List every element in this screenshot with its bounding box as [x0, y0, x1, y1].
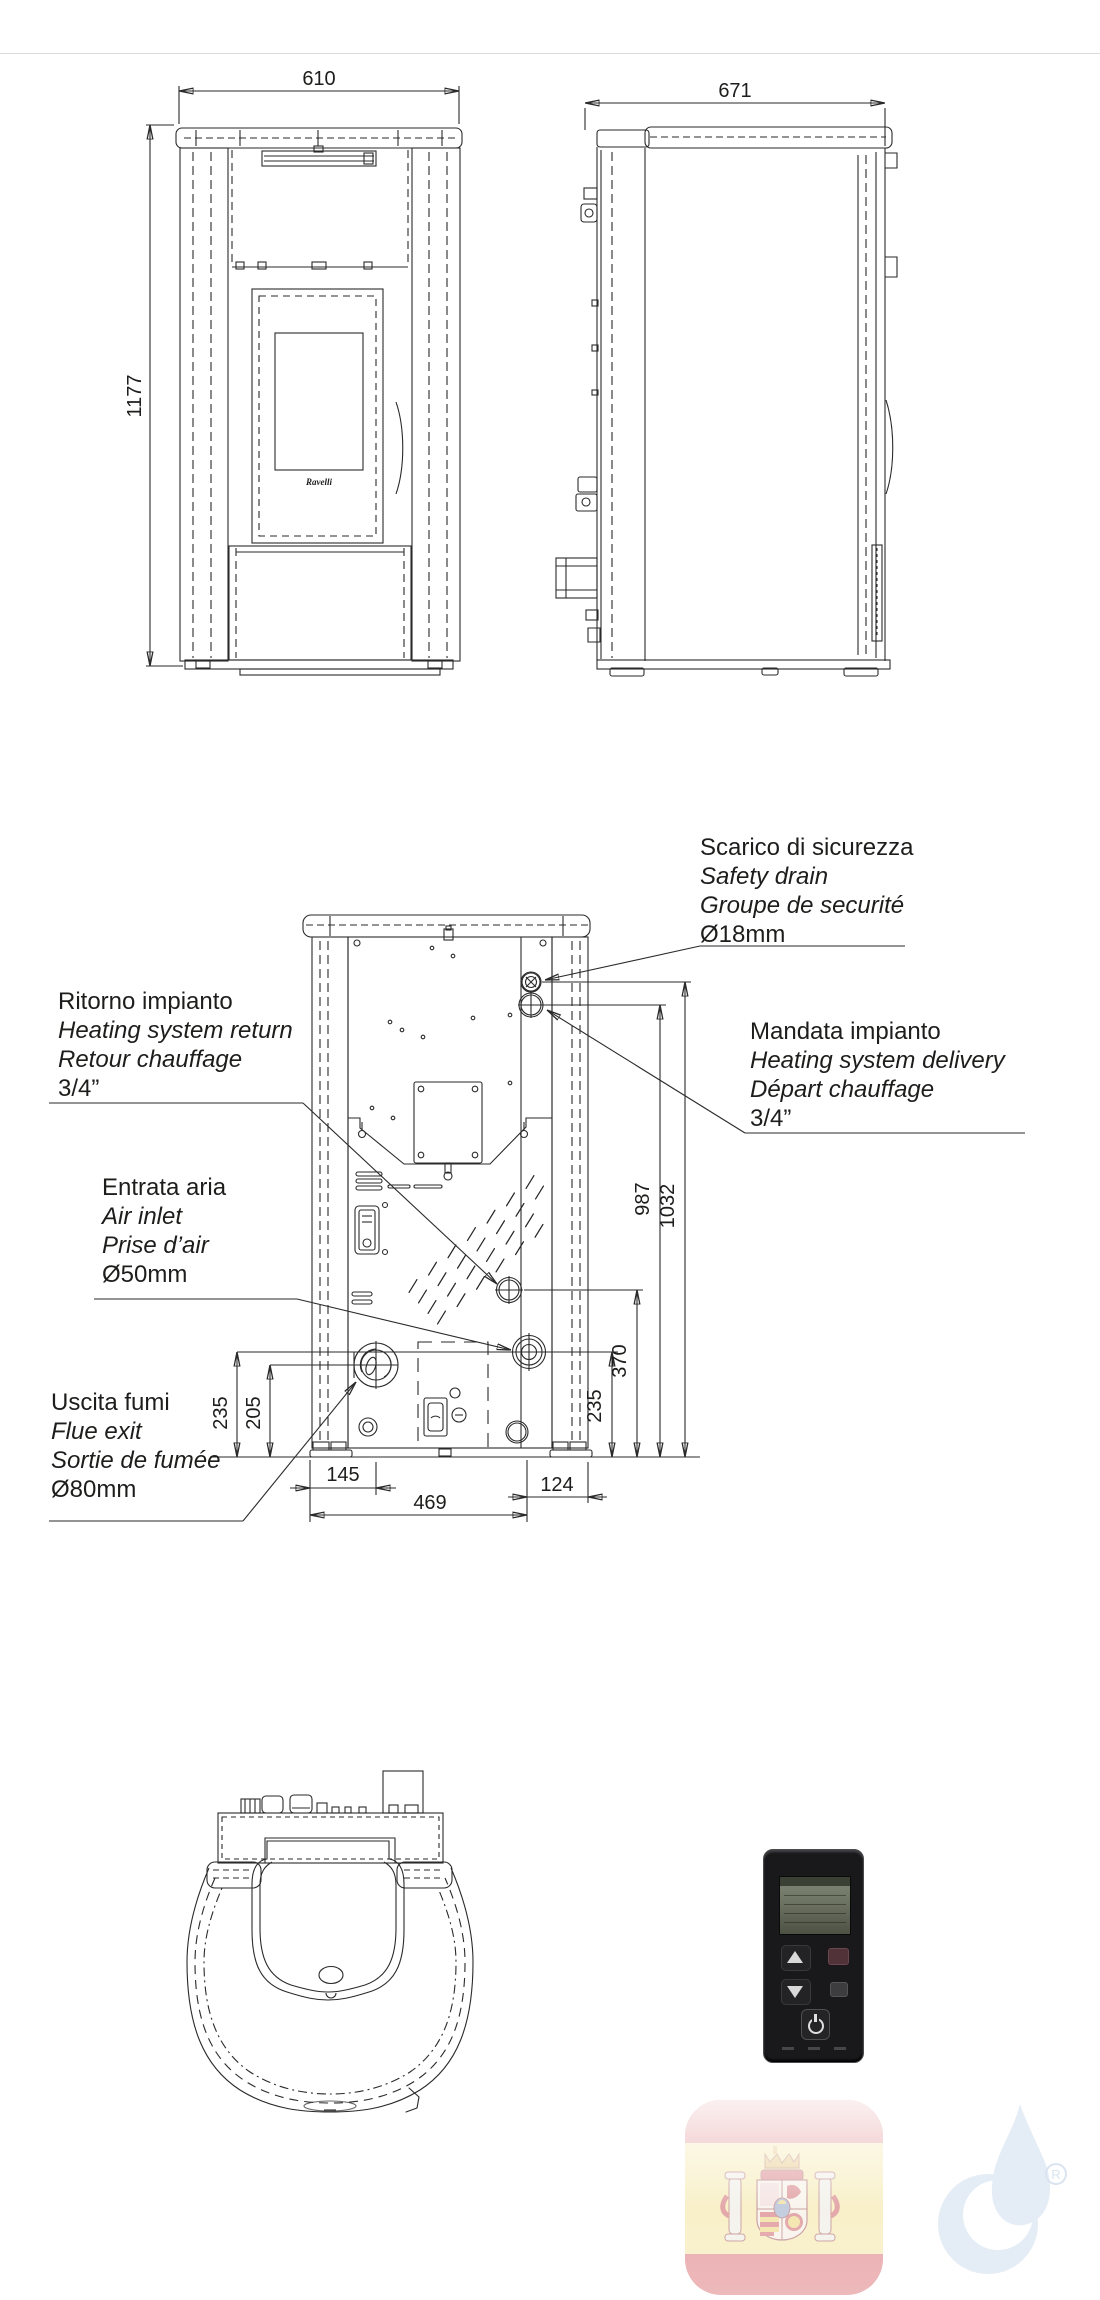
door-handle	[396, 402, 403, 494]
annotation-heating-return: Ritorno impianto Heating system return Retour chauffage 3/4”	[58, 988, 293, 1102]
registered-trademark-icon	[1046, 2164, 1066, 2184]
dim-124: 124	[540, 1474, 574, 1496]
heating-delivery-fitting	[518, 992, 544, 1018]
dim-235-right: 235	[584, 1389, 606, 1423]
safety-drain-fitting	[521, 972, 541, 992]
remote-lcd-screen	[779, 1876, 851, 1935]
access-panel	[414, 1082, 482, 1180]
top-view	[187, 1771, 473, 2112]
remote-control-photo	[763, 1849, 864, 2063]
annotation-air-inlet: Entrata aria Air inlet Prise d’air Ø50mm	[102, 1174, 227, 1288]
side-view	[556, 127, 897, 676]
dim-145: 145	[326, 1464, 360, 1486]
lid-handle	[319, 1967, 343, 1984]
spain-flag-icon	[685, 2100, 883, 2295]
dim-469: 469	[413, 1492, 447, 1514]
down-arrow-icon	[787, 1986, 803, 1998]
heating-return-fitting	[495, 1276, 523, 1304]
flue-pipe-side	[556, 558, 597, 598]
door-brand-label: Ravelli	[306, 477, 332, 487]
ventilation-slots	[409, 1176, 543, 1324]
svg-text:R: R	[1051, 2167, 1061, 2182]
door-handle-side	[886, 400, 893, 494]
dimension-front-height	[124, 125, 183, 666]
up-arrow-icon	[787, 1951, 803, 1963]
panel-rivets	[370, 946, 512, 1120]
top-fittings	[241, 1795, 418, 1813]
remote-power-button	[801, 2009, 830, 2040]
remote-function-button-2	[830, 1982, 848, 1997]
dim-671: 671	[718, 80, 752, 102]
dim-235-left: 235	[210, 1396, 232, 1430]
annotation-safety-drain: Scarico di sicurezza Safety drain Groupe de securité Ø18mm	[700, 834, 914, 948]
annotation-heating-delivery: Mandata impianto Heating system delivery Départ chauffage 3/4”	[750, 1018, 1005, 1132]
serial-plate	[355, 1206, 379, 1254]
remote-function-button-1	[828, 1948, 849, 1965]
dim-1032: 1032	[657, 1183, 679, 1229]
annotation-flue-exit: Uscita fumi Flue exit Sortie de fumée Ø80mm	[51, 1389, 221, 1503]
top-lid	[252, 1841, 404, 2000]
dimension-front-width	[179, 68, 459, 124]
side-fittings	[556, 188, 600, 642]
front-view	[176, 128, 462, 675]
water-drop-logo	[936, 2102, 1070, 2292]
power-inlet-panel	[418, 1342, 488, 1448]
dim-610: 610	[302, 68, 336, 90]
dim-370: 370	[609, 1344, 631, 1378]
stove-door	[252, 289, 383, 543]
dimension-side-depth	[585, 80, 885, 146]
dim-1177: 1177	[124, 374, 146, 418]
air-outlet-grille	[262, 146, 376, 166]
dim-205: 205	[243, 1396, 265, 1430]
remote-up-button	[781, 1945, 811, 1971]
remote-down-button	[781, 1979, 811, 2005]
dim-987: 987	[632, 1182, 654, 1216]
